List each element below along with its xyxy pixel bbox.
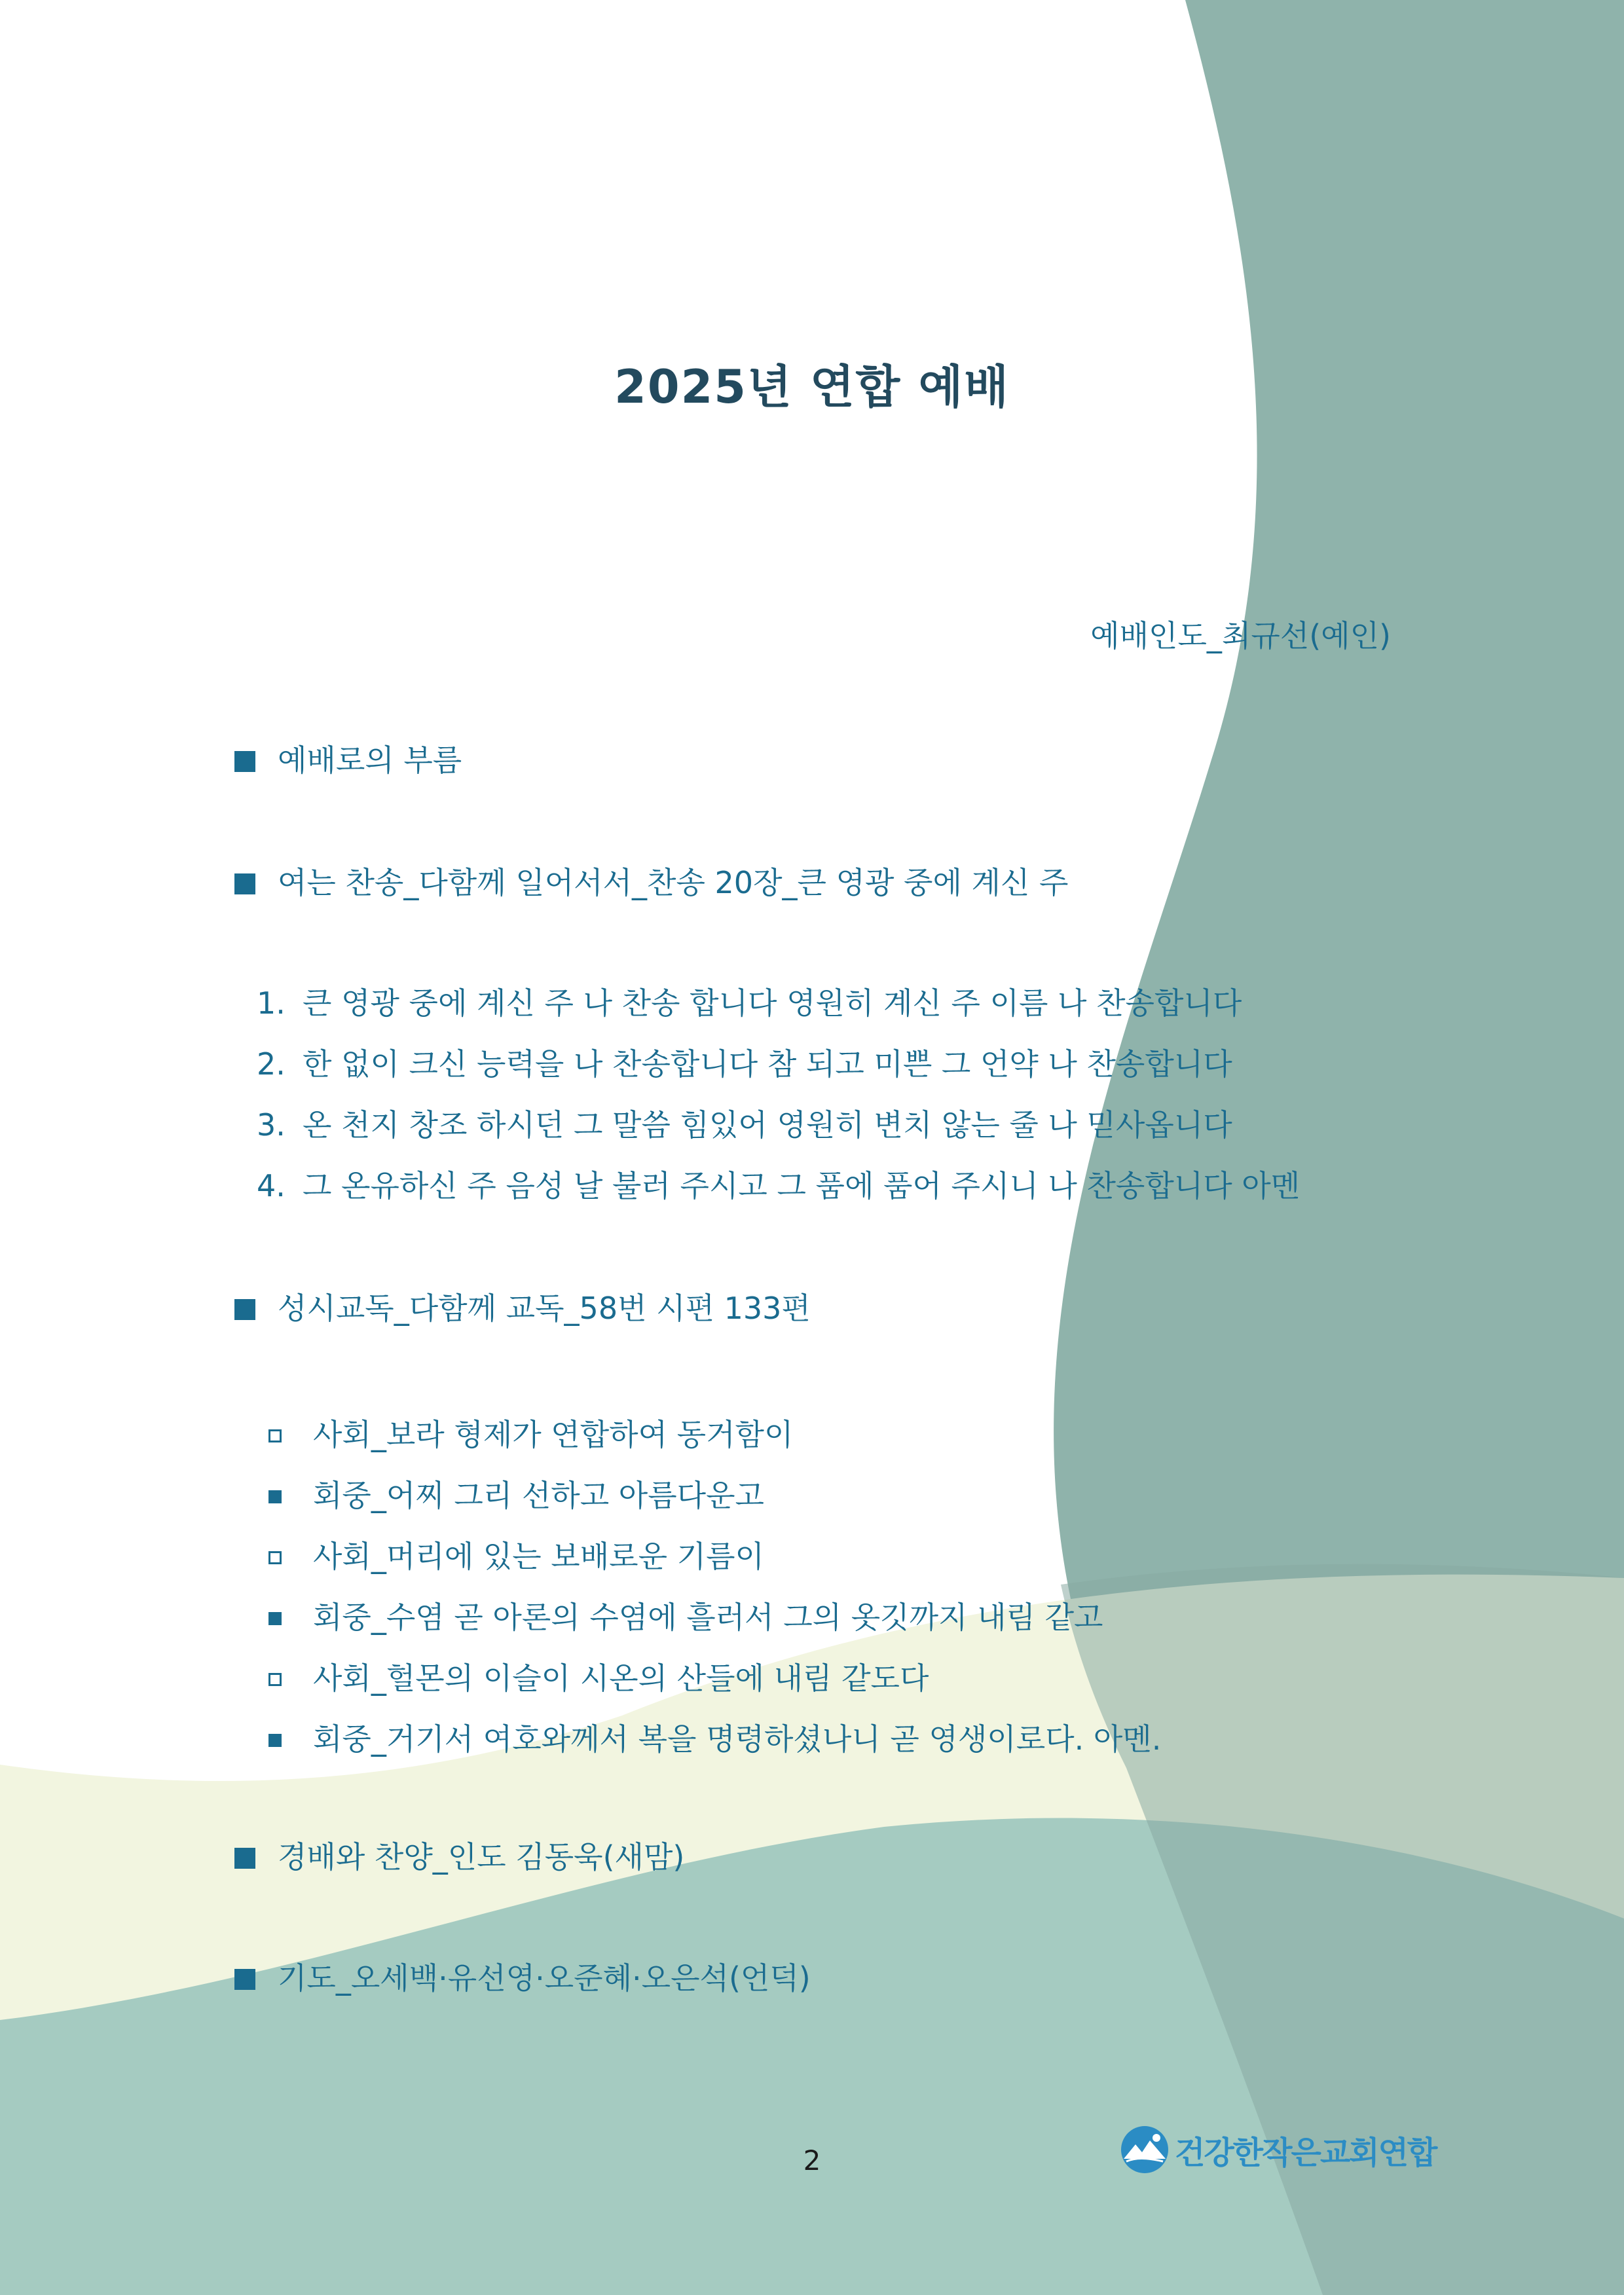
hymn-verse	[257, 1162, 1300, 1223]
page-title: 2025년 연합 예배	[614, 360, 1010, 414]
verse-text: 그 온유하신 주 음성 날 불러 주시고 그 품에 품어 주시니 나 찬송합니다 아멘	[303, 1168, 1301, 1203]
section-label: 기도_오세백·유선영·오준혜·오은석(언덕)	[278, 1960, 811, 1996]
section-prayer	[234, 1955, 811, 1998]
square-bullet-icon	[234, 873, 255, 894]
reading-text: 회중_거기서 여호와께서 복을 명령하셨나니 곧 영생이로다. 아멘.	[313, 1721, 1162, 1757]
section-opening-hymn	[234, 859, 1068, 902]
verse-number: 1.	[257, 985, 286, 1021]
reading-text: 회중_수염 곧 아론의 수염에 흘러서 그의 옷깃까지 내림 같고	[313, 1600, 1103, 1635]
section-praise	[234, 1833, 684, 1877]
reading-line-congregation	[268, 1594, 1161, 1655]
square-bullet-icon	[234, 1969, 255, 1990]
hymn-verses	[257, 980, 1300, 1223]
page-number: 2	[803, 2144, 821, 2176]
filled-square-bullet-icon	[268, 1612, 282, 1625]
section-label: 경배와 찬양_인도 김동욱(새맘)	[278, 1839, 685, 1875]
organization-logo	[1120, 2125, 1436, 2175]
square-bullet-icon	[234, 1299, 255, 1320]
responsive-reading	[268, 1411, 1161, 1776]
filled-square-bullet-icon	[268, 1490, 282, 1503]
reading-line-leader	[268, 1655, 1161, 1716]
section-call-to-worship	[234, 737, 462, 780]
verse-number: 2.	[257, 1046, 286, 1082]
verse-number: 3.	[257, 1107, 286, 1143]
section-label: 성시교독_다함께 교독_58번 시편 133편	[278, 1291, 811, 1326]
reading-line-congregation	[268, 1716, 1161, 1776]
filled-square-bullet-icon	[268, 1734, 282, 1747]
mountain-sun-emblem-icon	[1120, 2125, 1170, 2175]
square-bullet-icon	[234, 751, 255, 772]
hymn-verse	[257, 980, 1300, 1040]
reading-line-congregation	[268, 1472, 1161, 1533]
logo-text: 건강한작은교회연합	[1175, 2134, 1437, 2171]
reading-line-leader	[268, 1533, 1161, 1594]
open-square-bullet-icon	[268, 1673, 282, 1686]
verse-text: 온 천지 창조 하시던 그 말씀 힘있어 영원히 변치 않는 줄 나 믿사옵니다	[303, 1107, 1232, 1143]
reading-text: 사회_머리에 있는 보배로운 기름이	[313, 1539, 764, 1574]
square-bullet-icon	[234, 1848, 255, 1869]
verse-text: 큰 영광 중에 계신 주 나 찬송 합니다 영원히 계신 주 이름 나 찬송합니다	[303, 985, 1242, 1021]
section-label: 예배로의 부름	[278, 743, 462, 778]
reading-text: 사회_보라 형제가 연합하여 동거함이	[313, 1417, 794, 1452]
open-square-bullet-icon	[268, 1429, 282, 1442]
worship-leader: 예배인도_최규선(예인)	[1090, 618, 1391, 653]
reading-text: 회중_어찌 그리 선하고 아름다운고	[313, 1478, 764, 1513]
section-label: 여는 찬송_다함께 일어서서_찬송 20장_큰 영광 중에 계신 주	[278, 865, 1069, 900]
reading-text: 사회_헐몬의 이슬이 시온의 산들에 내림 같도다	[313, 1661, 929, 1696]
section-psalm-reading	[234, 1285, 811, 1328]
open-square-bullet-icon	[268, 1551, 282, 1564]
hymn-verse	[257, 1040, 1300, 1101]
verse-text: 한 없이 크신 능력을 나 찬송합니다 참 되고 미쁜 그 언약 나 찬송합니다	[303, 1046, 1232, 1082]
verse-number: 4.	[257, 1168, 286, 1203]
reading-line-leader	[268, 1411, 1161, 1472]
hymn-verse	[257, 1101, 1300, 1162]
